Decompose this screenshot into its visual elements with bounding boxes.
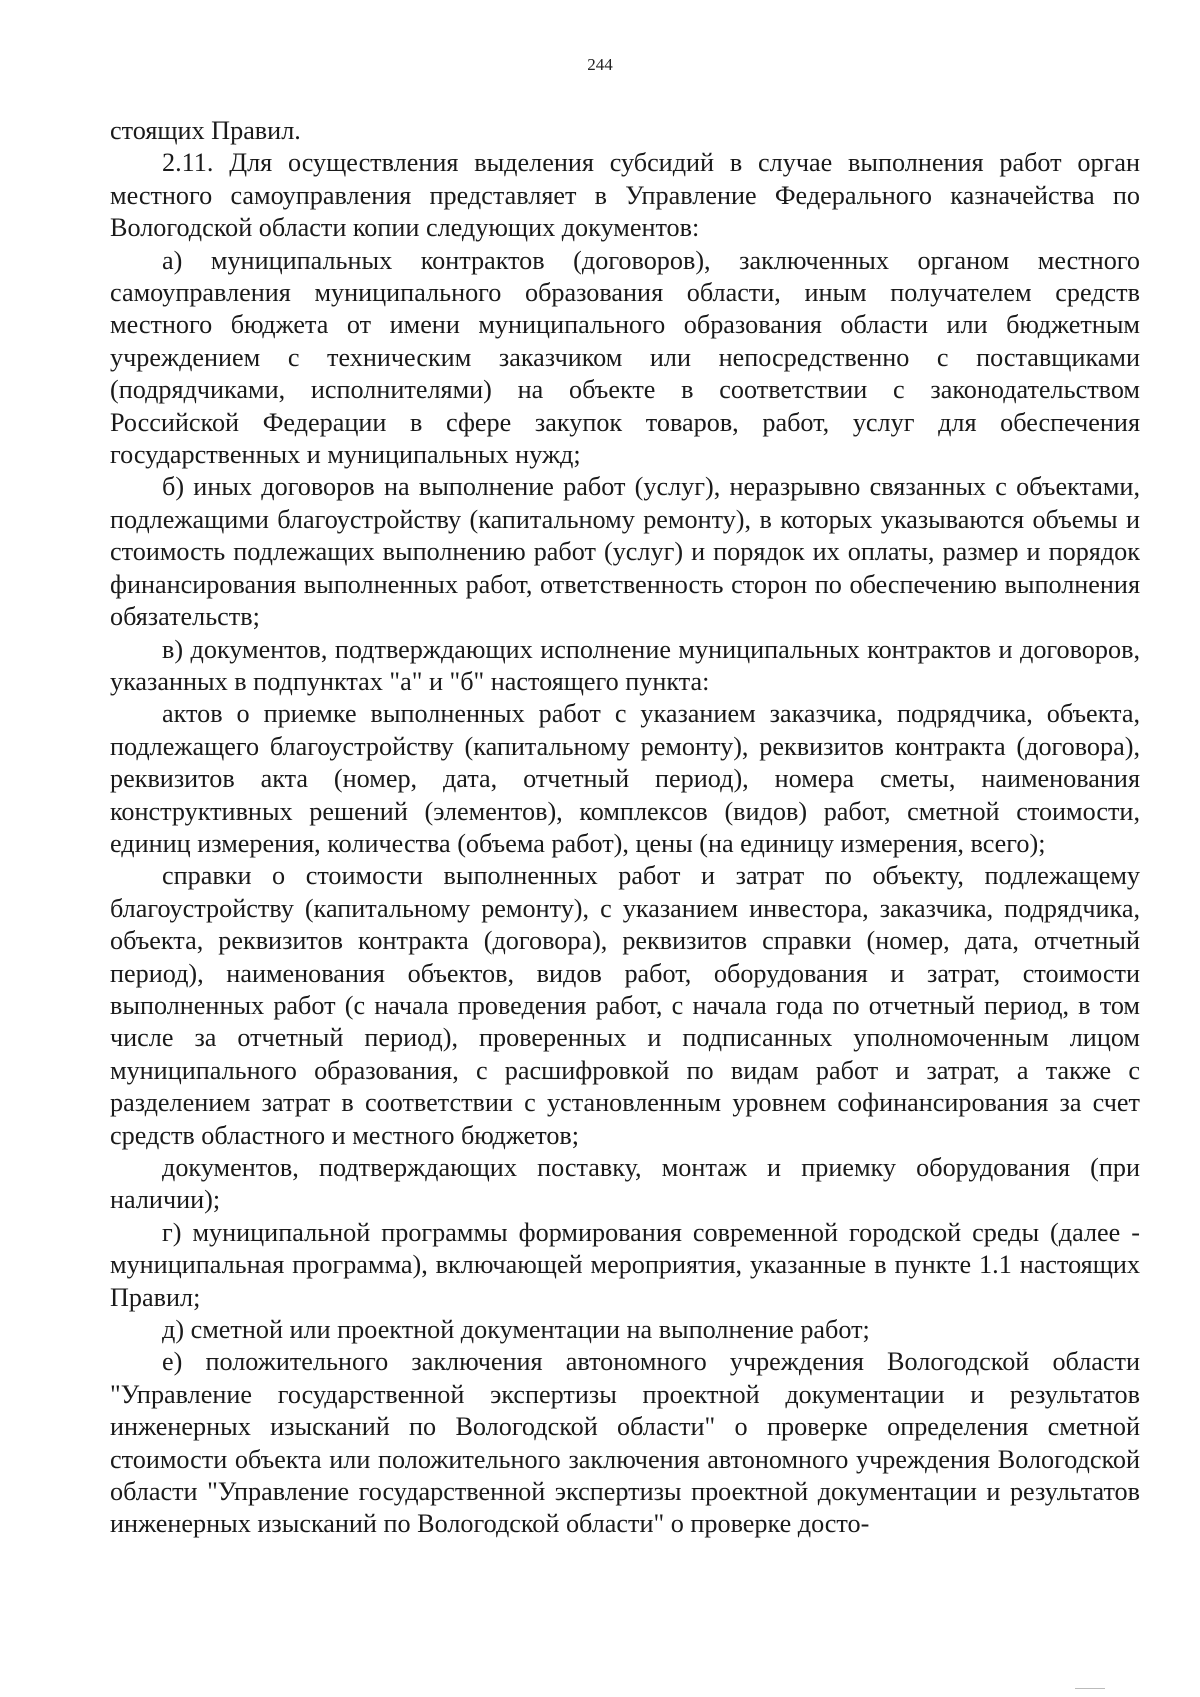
paragraph-cost-reference: справки о стоимости выполненных работ и затрат по объекту, подлежащему благоустройству (капитальному ремонту), с указанием инвестора, заказчика, подрядчика, объекта, реквизитов контракта (договора), реквизитов справки (номер, дата, отчетный период), наименования объектов, видов работ, оборудования и затрат, стоимости выполненных работ (с начала проведения работ, с начала года по отчетный период, в том числе за отчетный период), проверенных и подписанных уполномоченным лицом муниципального образования, с расшифровкой по видам работ и затрат, а также с разделением затрат в соответствии с установленным уровнем софинансирования за счет средств областного и местного бюджетов; [110,861,1140,1150]
paragraph-item-g: г) муниципальной программы формирования современной городской среды (далее - муниципальная программа), включающей мероприятия, указанные в пункте 1.1 настоящих Правил; [110,1217,1140,1312]
paragraph-acts: актов о приемке выполненных работ с указанием заказчика, подрядчика, объекта, подлежащего благоустройству (капитальному ремонту), реквизитов контракта (договора), реквизитов акта (номер, дата, отчетный период), номера сметы, наименования конструктивных решений (элементов), комплексов (видов) работ, сметной стоимости, единиц измерения, количества (объема работ), цены (на единицу измерения, всего); [110,699,1140,858]
paragraph-item-a: а) муниципальных контрактов (договоров), заключенных органом местного самоуправления муниципального образования области, иным получателем средств местного бюджета от имени муниципального образования области или бюджетным учреждением с техническим заказчиком или непосредственно с поставщиками (подрядчиками, исполнителями) на объекте в соответствии с законодательством Российской Федерации в сфере закупок товаров, работ, услуг для обеспечения государственных и муниципальных нужд; [110,245,1140,470]
paragraph-item-e: е) положительного заключения автономного учреждения Вологодской области "Управление государственной экспертизы проектной документации и результатов инженерных изысканий по Вологодской области" о проверке определения сметной стоимости объекта или положительного заключения автономного учреждения Вологодской области "Управление государственной экспертизы проектной документации и результатов инженерных изысканий по Вологодской области" о проверке досто- [110,1347,1140,1539]
paragraph-item-d: д) сметной или проектной документации на выполнение работ; [162,1315,870,1345]
document-body [110,115,1140,1541]
page-number: 244 [587,55,613,74]
paragraph-item-v: в) документов, подтверждающих исполнение муниципальных контрактов и договоров, указанных в подпунктах "а" и "б" настоящего пункта: [110,634,1140,696]
paragraph-item-b: б) иных договоров на выполнение работ (услуг), неразрывно связанных с объектами, подлежащими благоустройству (капитальному ремонту), в которых указываются объемы и стоимость подлежащих выполнению работ (услуг) и порядок их оплаты, размер и порядок финансирования выполненных работ, ответственность сторон по обеспечению выполнения обязательств; [110,472,1140,632]
scan-edge-mark [1075,1688,1105,1689]
paragraph-equipment-docs: документов, подтверждающих поставку, монтаж и приемку оборудования (при наличии); [110,1153,1140,1215]
paragraph-continuation: стоящих Правил. [110,116,301,145]
paragraph-clause-2-11: 2.11. Для осуществления выделения субсидий в случае выполнения работ орган местного самоуправления представляет в Управление Федерального казначейства по Вологодской области копии следующих документов: [110,148,1140,243]
